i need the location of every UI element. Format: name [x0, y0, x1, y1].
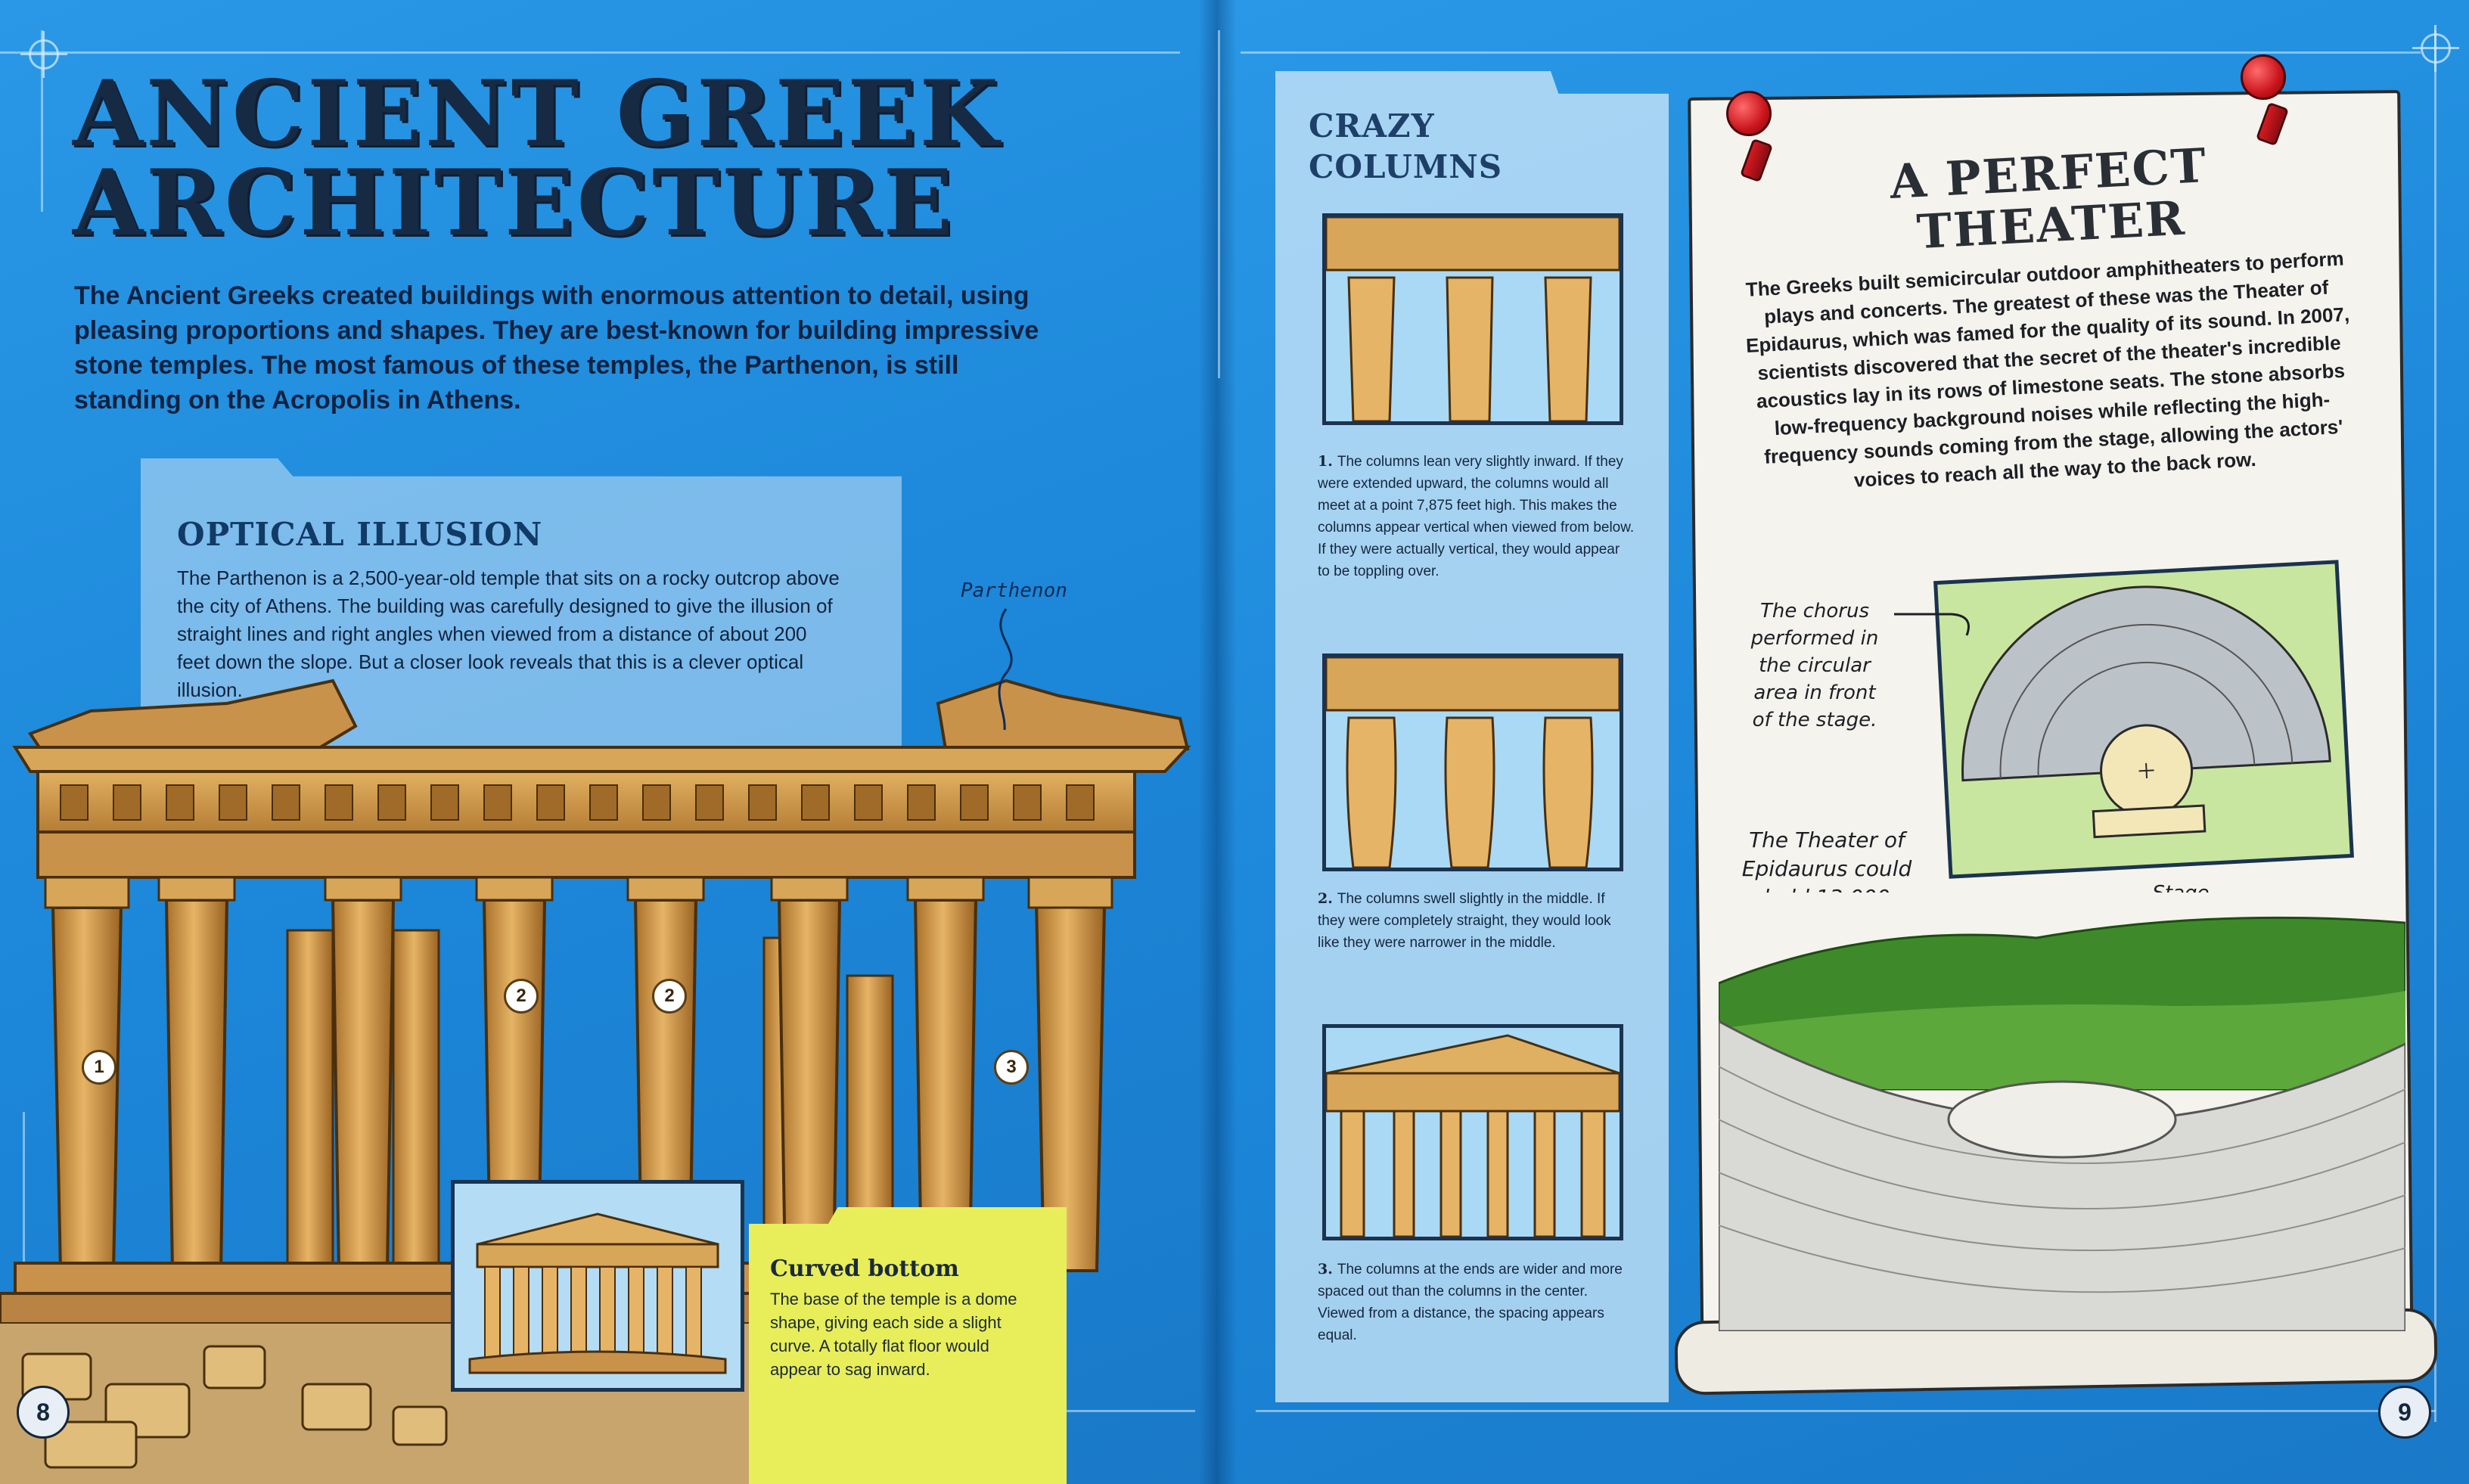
caption-text-3: The columns at the ends are wider and more spaced out than the columns in the center. Viewed from a distance, the spacing appears equal.: [1318, 1262, 1623, 1343]
parthenon-label: Parthenon: [961, 579, 1067, 602]
push-pin-icon: [2241, 54, 2286, 100]
epidaurus-illustration: [1719, 893, 2405, 1331]
push-pin-icon: [1726, 91, 1772, 136]
column-marker-3: 3: [994, 1050, 1029, 1085]
parthenon-pointer: [983, 605, 1029, 734]
page-number-right: 9: [2378, 1386, 2431, 1439]
crazy-columns-heading: [1309, 106, 1502, 188]
curved-base-diagram: [451, 1180, 744, 1392]
crosshair-target-icon: [29, 39, 59, 70]
caption-text-2: The columns swell slightly in the middle. If they were completely straight, they would look like they were narrower in the middle.: [1318, 891, 1611, 951]
leaning-columns-drawing: [1326, 217, 1620, 421]
caption-number-1: 1.: [1318, 453, 1333, 470]
blueprint-line: [1241, 51, 2421, 54]
optical-illusion-heading: OPTICAL ILLUSION: [177, 516, 543, 553]
title-line-2: ARCHITECTURE: [73, 150, 956, 256]
spacing-columns-drawing: [1326, 1028, 1620, 1237]
caption-number-2: 2.: [1318, 890, 1333, 907]
column-diagram-1: [1322, 213, 1623, 425]
caption-text-1: The columns lean very slightly inward. If they were extended upward, the columns would all meet at a point 7,875 feet high. This makes the columns appear vertical when viewed from below. If they were actually vertical, they would appear to be toppling over.: [1318, 454, 1635, 579]
theater-heading-line-1: A PERFECT: [1888, 138, 2209, 210]
column-diagram-3: [1322, 1024, 1623, 1240]
swelling-columns-drawing: [1326, 657, 1620, 868]
page-number-left: 8: [17, 1386, 70, 1439]
chorus-pointer: [1891, 605, 1982, 650]
title-line-1: ANCIENT GREEK: [73, 61, 1002, 167]
column-caption-2: [1318, 888, 1635, 954]
blueprint-line: [0, 51, 1180, 54]
column-marker-2a: 2: [504, 979, 539, 1014]
caption-number-3: 3.: [1318, 1261, 1333, 1278]
curved-bottom-heading: Curved bottom: [770, 1256, 959, 1282]
temple-front-drawing: [455, 1184, 741, 1388]
curved-bottom-text: The base of the temple is a dome shape, giving each side a slight curve. A totally flat floor would appear to sag inward.: [770, 1290, 1017, 1379]
blueprint-line: [1256, 1410, 2436, 1412]
optical-illusion-text: The Parthenon is a 2,500-year-old temple that sits on a rocky outcrop above the city of Athens. The building was carefully designed to give the illusion of straight lines and right angles when viewed from a distance of about 200 feet down the slope. But a closer look reveals that this is a clever optical illusion.: [177, 567, 840, 701]
crosshair-target-icon: [2421, 33, 2451, 64]
intro-paragraph: The Ancient Greeks created buildings with enormous attention to detail, using pleasing proportions and shapes. They are best-known for building impressive stone temples. The most famous of these temples, the Parthenon, is still standing on the Acropolis in Athens.: [74, 281, 1039, 414]
blueprint-line: [1218, 30, 1220, 378]
crazy-columns-heading-line-2: COLUMNS: [1309, 148, 1503, 185]
column-marker-1: 1: [82, 1050, 116, 1085]
theater-heading-line-2: THEATER: [1915, 190, 2188, 260]
theater-paragraph: The Greeks built semicircular outdoor amphitheaters to perform plays and concerts. The greatest of these was the Theater of Epidaurus, which was famed for the quality of its sound. In 2007, scientists discovered that the secret of the theater's incredible acoustics lay in its rows of limestone seats. The stone absorbs low-frequency background noises while reflecting the high-frequency sounds coming from the stage, allowing the actors' voices to reach all the way to the back row.: [1745, 247, 2350, 492]
capacity-label: The Theater of Epidaurus could: [1741, 827, 1912, 881]
theater-heading: [1859, 138, 2241, 261]
column-caption-1: [1318, 451, 1635, 582]
blueprint-line: [2434, 30, 2436, 1422]
column-caption-3: [1318, 1259, 1635, 1346]
column-diagram-2: [1322, 654, 1623, 871]
theater-plan-diagram: [1933, 560, 2354, 879]
amphitheater-plan-drawing: [1937, 563, 2349, 874]
column-marker-2b: 2: [652, 979, 687, 1014]
chorus-label: The chorus performed in the circular area in front of the stage.: [1750, 600, 1879, 731]
crazy-columns-heading-line-1: CRAZY: [1309, 107, 1435, 144]
page-title: [73, 61, 1002, 256]
epidaurus-drawing: [1719, 893, 2405, 1331]
